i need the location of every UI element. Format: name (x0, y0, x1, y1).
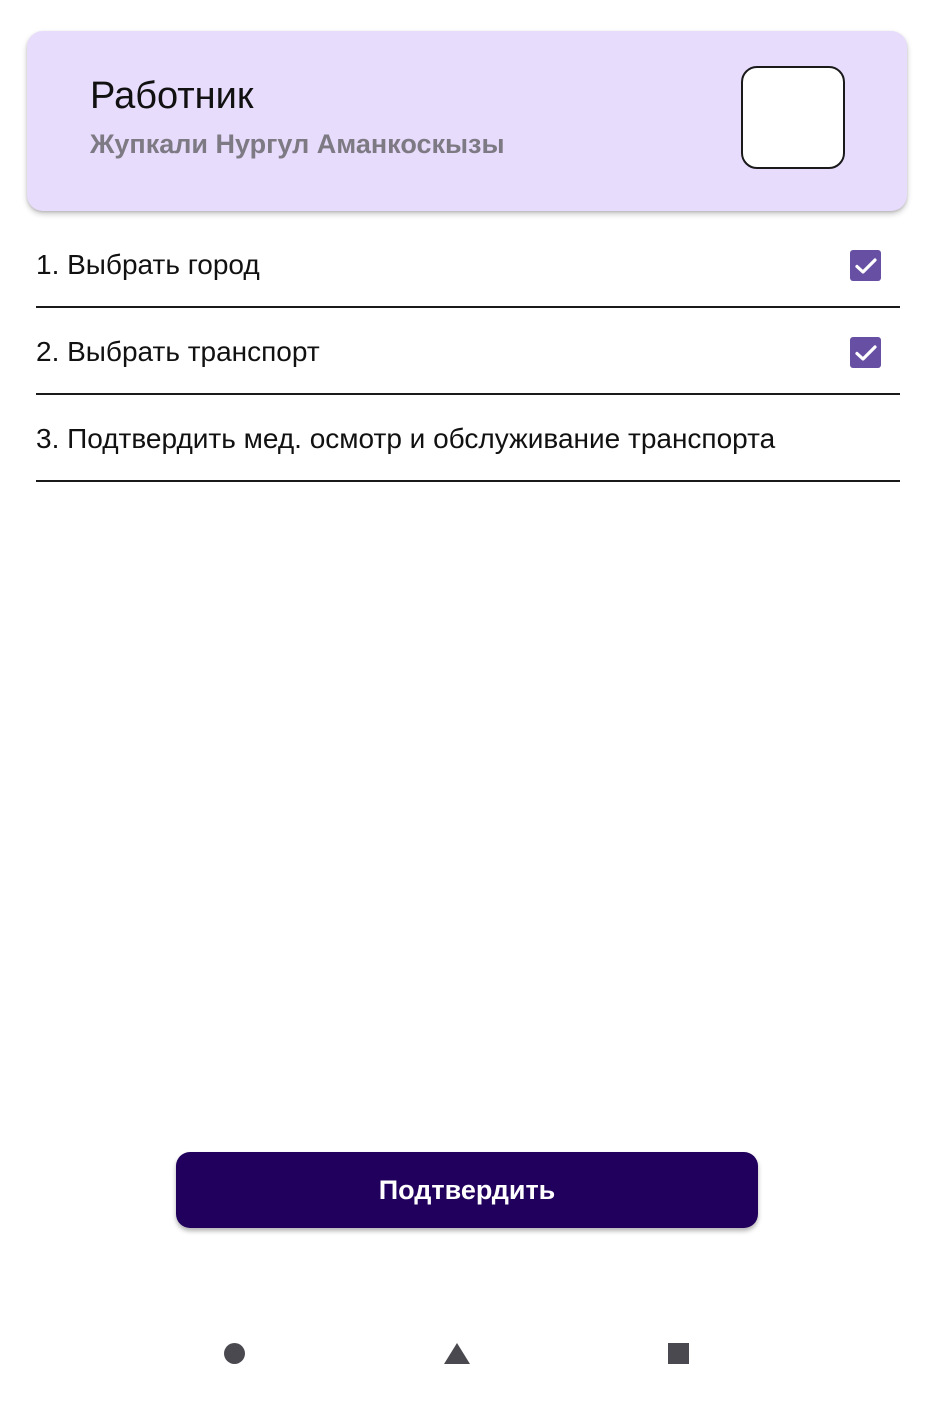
back-circle-icon[interactable] (224, 1343, 245, 1364)
recents-square-icon[interactable] (668, 1343, 689, 1364)
step-row-city[interactable] (36, 221, 900, 308)
worker-card (27, 31, 907, 211)
step-label: 2. Выбрать транспорт (36, 336, 320, 367)
step-checkbox-checked-icon[interactable] (850, 250, 881, 281)
step-checkbox-checked-icon[interactable] (850, 337, 881, 368)
worker-role-title: Работник (90, 75, 254, 117)
step-row-medical-check[interactable] (36, 395, 900, 482)
confirm-button[interactable]: Подтвердить (176, 1152, 758, 1228)
step-row-transport[interactable] (36, 308, 900, 395)
step-label: 1. Выбрать город (36, 249, 260, 280)
worker-photo[interactable] (741, 66, 845, 169)
step-label: 3. Подтвердить мед. осмотр и обслуживание транспорта (36, 423, 776, 454)
worker-name: Жупкали Нургул Аманкоскызы (90, 129, 505, 159)
home-triangle-icon[interactable] (444, 1343, 470, 1364)
